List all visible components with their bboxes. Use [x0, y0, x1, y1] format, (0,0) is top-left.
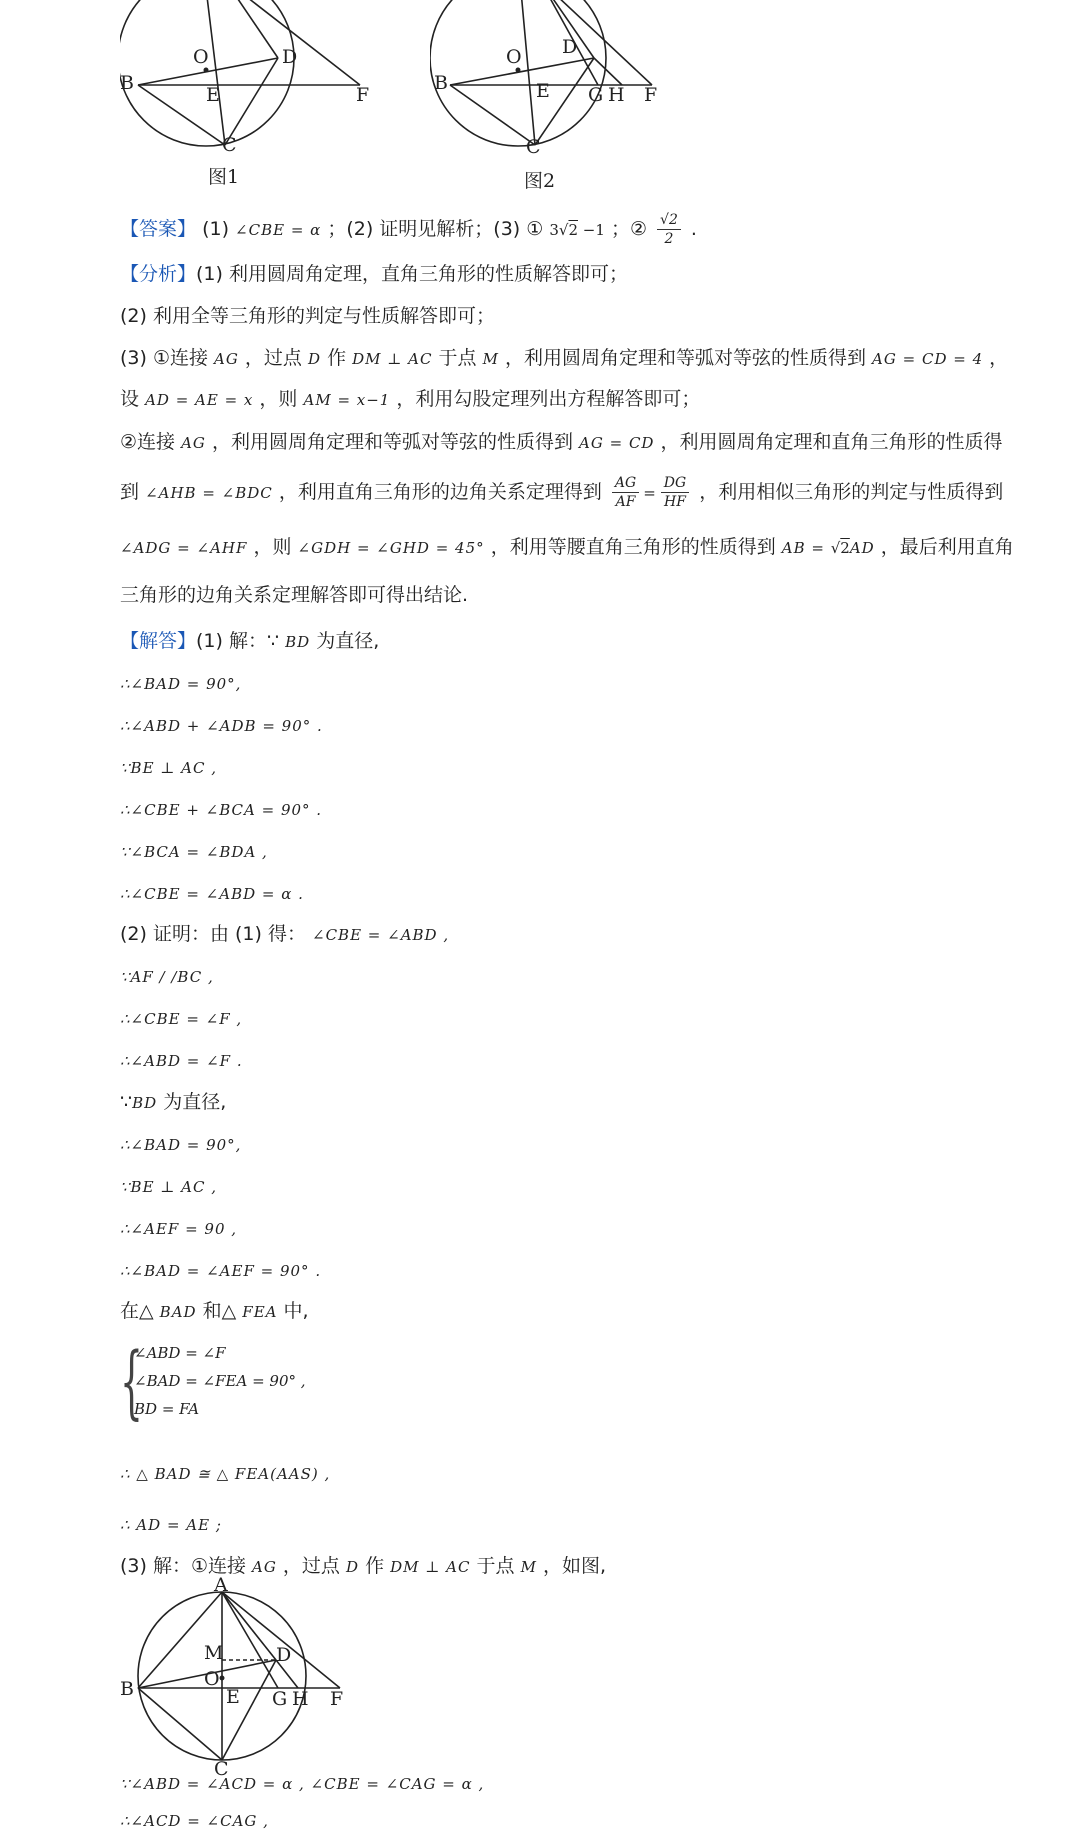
analysis-l3f: DM ⊥ AC: [352, 350, 433, 368]
analysis-frac1-num: AG: [612, 474, 639, 493]
analysis-l3h: M: [482, 350, 499, 368]
solution-s16: ∴∠BAD = ∠AEF = 90° .: [120, 1262, 322, 1280]
solution-line-12: [120, 1089, 226, 1116]
solution-line-18: [120, 1460, 330, 1487]
fig3-label-O: O: [204, 1668, 220, 1690]
fig1-label-F: F: [356, 84, 370, 106]
analysis-frac2-den: HF: [664, 494, 686, 510]
figure-2: [430, 0, 680, 190]
analysis-l7g: AD: [849, 539, 875, 557]
fig1-label-O: O: [193, 46, 209, 68]
solution-s20c: ，过点: [282, 1555, 340, 1577]
solution-line-8: [120, 921, 449, 948]
analysis-frac-eq: =: [643, 484, 657, 502]
fig2-label-H: H: [608, 84, 625, 106]
solution-s17b: BAD: [159, 1303, 197, 1321]
fig2-label-F: F: [644, 84, 658, 106]
analysis-l7d: ，利用等腰直角三角形的性质得到: [490, 536, 776, 558]
solution-s13: ∴∠BAD = 90°,: [120, 1136, 242, 1154]
solution-s20a: (3) 解：①连接: [120, 1555, 246, 1577]
analysis-frac1-den: AF: [615, 494, 636, 510]
answer-tag: 【答案】: [120, 218, 197, 240]
analysis-l3d: D: [307, 350, 322, 368]
solution-line-13: [120, 1131, 241, 1158]
figure-3: [118, 1574, 358, 1780]
analysis-l3e: 作: [327, 347, 347, 369]
solution-s21: ∵∠ABD = ∠ACD = α , ∠CBE = ∠CAG = α ,: [120, 1775, 485, 1793]
analysis-l6a: 到: [120, 481, 140, 503]
analysis-l8: 三角形的边角关系定理解答即可得出结论.: [120, 584, 469, 606]
answer-fraction-den: 2: [664, 231, 674, 247]
solution-s12a: ∵: [120, 1091, 133, 1113]
answer-line: [120, 211, 697, 248]
solution-s1b: BD: [285, 633, 311, 651]
answer-part3-value: 3√2 −1: [549, 221, 605, 239]
analysis-l6b: ∠AHB = ∠BDC: [145, 484, 273, 502]
answer-fraction-num: √2: [657, 211, 681, 230]
system-line-1: ∠ABD = ∠F: [134, 1344, 226, 1362]
solution-s17a: 在△: [120, 1300, 154, 1322]
solution-s7: ∴∠CBE = ∠ABD = α .: [120, 885, 304, 903]
analysis-l7b: ，则: [253, 536, 292, 558]
analysis-l4e: ，利用勾股定理列出方程解答即可；: [396, 388, 701, 410]
solution-line-2: [120, 670, 241, 697]
answer-part2: ；(2) 证明见解析；(3) ①: [327, 218, 544, 240]
analysis-l7f: 2: [840, 539, 850, 557]
solution-s17c: 和△: [202, 1300, 237, 1322]
fig1-label-C: C: [222, 134, 237, 156]
system-line-2: ∠BAD = ∠FEA = 90° ,: [134, 1372, 306, 1390]
fig2-label-B: B: [434, 72, 448, 94]
solution-s1c: 为直径,: [316, 630, 380, 652]
solution-s17e: 中,: [283, 1300, 309, 1322]
analysis-line-1: [120, 261, 628, 287]
analysis-l3i: ，利用圆周角定理和等弧对等弦的性质得到: [504, 347, 866, 369]
analysis-line-7: [120, 534, 1014, 561]
analysis-text-1: (1) 利用圆周角定理，直角三角形的性质解答即可；: [196, 263, 628, 285]
solution-line-17: [120, 1298, 309, 1325]
solution-line-16: [120, 1257, 321, 1284]
fig3-label-C: C: [214, 1758, 229, 1780]
solution-s20e: 作: [365, 1555, 385, 1577]
analysis-l6d: ，利用相似三角形的判定与性质得到: [699, 481, 1004, 503]
analysis-frac2-num: DG: [661, 474, 689, 493]
fig3-label-D: D: [276, 1644, 292, 1666]
solution-s20f: DM ⊥ AC: [390, 1558, 471, 1576]
analysis-l3k: ，: [989, 347, 1009, 369]
solution-s18: ∴ △ BAD ≅ △ FEA(AAS) ,: [120, 1465, 331, 1483]
solution-s20i: ，如图,: [542, 1555, 607, 1577]
analysis-l7h: ，最后利用直角: [880, 536, 1014, 558]
solution-line-10: [120, 1005, 242, 1032]
analysis-l5e: ，利用圆周角定理和直角三角形的性质得: [660, 431, 1003, 453]
analysis-l3g: 于点: [438, 347, 477, 369]
analysis-l7c: ∠GDH = ∠GHD = 45°: [297, 539, 485, 557]
fig1-label-E: E: [206, 84, 220, 106]
solution-line-19: [120, 1511, 222, 1538]
solution-s15: ∴∠AEF = 90 ,: [120, 1220, 238, 1238]
figure-1: [120, 0, 380, 190]
fig2-caption: 图2: [524, 170, 556, 192]
solution-s14: ∵BE ⊥ AC ,: [120, 1178, 218, 1196]
solution-line-11: [120, 1047, 243, 1074]
analysis-l3c: ，过点: [244, 347, 302, 369]
solution-s2: ∴∠BAD = 90°,: [120, 675, 242, 693]
analysis-frac-ag-af: [612, 474, 639, 511]
solution-s20g: 于点: [476, 1555, 515, 1577]
solution-line-9: [120, 963, 214, 990]
solution-s20b: AG: [252, 1558, 277, 1576]
analysis-l4d: AM = x−1: [303, 391, 391, 409]
solution-s5: ∴∠CBE + ∠BCA = 90° .: [120, 801, 323, 819]
analysis-frac-dg-hf: [661, 474, 689, 511]
analysis-text-2: (2) 利用全等三角形的判定与性质解答即可；: [120, 305, 495, 327]
solution-s20h: M: [520, 1558, 537, 1576]
solution-line-7: [120, 880, 304, 907]
solution-line-20: [120, 1553, 606, 1580]
solution-s20d: D: [345, 1558, 360, 1576]
analysis-line-3: [120, 345, 1008, 372]
solution-s17d: FEA: [242, 1303, 278, 1321]
fig2-label-D: D: [562, 36, 578, 58]
solution-line-1: [120, 628, 379, 655]
analysis-tag: 【分析】: [120, 263, 197, 285]
solution-s10: ∴∠CBE = ∠F ,: [120, 1010, 243, 1028]
solution-line-14: [120, 1173, 217, 1200]
solution-s3: ∴∠ABD + ∠ADB = 90° .: [120, 717, 323, 735]
analysis-l4a: 设: [120, 388, 140, 410]
fig3-label-M: M: [204, 1642, 224, 1664]
fig3-label-F: F: [330, 1688, 344, 1710]
fig3-label-E: E: [226, 1686, 240, 1708]
analysis-l4c: ，则: [259, 388, 298, 410]
solution-s11: ∴∠ABD = ∠F .: [120, 1052, 243, 1070]
fig1-label-B: B: [120, 72, 134, 94]
fig2-label-C: C: [526, 136, 541, 158]
analysis-l5c: ，利用圆周角定理和等弧对等弦的性质得到: [211, 431, 573, 453]
answer-fraction: [657, 211, 681, 248]
figure-3-diagram: [118, 1590, 358, 1770]
fig2-label-O: O: [506, 46, 522, 68]
solution-s8a: (2) 证明：由 (1) 得：: [120, 923, 306, 945]
figure-2-diagram: [430, 0, 680, 190]
analysis-l5a: ②连接: [120, 431, 176, 453]
fig2-label-E: E: [536, 80, 550, 102]
analysis-l4b: AD = AE = x: [145, 391, 254, 409]
fig3-label-B: B: [120, 1678, 134, 1700]
solution-line-6: [120, 838, 268, 865]
analysis-line-8: [120, 582, 468, 608]
solution-s19: ∴ AD = AE ;: [120, 1516, 222, 1534]
analysis-l5d: AG = CD: [579, 434, 655, 452]
solution-line-22: [120, 1807, 269, 1834]
fig3-label-G: G: [272, 1688, 288, 1710]
solution-line-15: [120, 1215, 237, 1242]
analysis-l7a: ∠ADG = ∠AHF: [120, 539, 248, 557]
solution-tag: 【解答】: [120, 630, 197, 652]
solution-s6: ∵∠BCA = ∠BDA ,: [120, 843, 268, 861]
analysis-line-2: [120, 303, 495, 329]
answer-part3-coef: 3: [549, 221, 559, 239]
solution-line-21: [120, 1770, 484, 1797]
analysis-line-5: [120, 429, 1003, 456]
answer-part3-radicand: 2: [568, 221, 578, 239]
fig3-label-H: H: [292, 1688, 309, 1710]
answer-part3-sep: ；②: [610, 218, 647, 240]
analysis-l3b: AG: [214, 350, 239, 368]
answer-part1: (1): [202, 218, 229, 240]
answer-part3-minus: −1: [578, 221, 605, 239]
fig2-label-G: G: [588, 84, 604, 106]
analysis-line-6: [120, 470, 1003, 515]
answer-end: .: [690, 218, 697, 240]
solution-s8b: ∠CBE = ∠ABD ,: [312, 926, 450, 944]
solution-s22: ∴∠ACD = ∠CAG ,: [120, 1812, 269, 1830]
analysis-line-4: [120, 386, 700, 413]
analysis-l3a: (3) ①连接: [120, 347, 208, 369]
solution-s12c: 为直径,: [163, 1091, 227, 1113]
analysis-l6c: ，利用直角三角形的边角关系定理得到: [278, 481, 602, 503]
analysis-l5b: AG: [181, 434, 206, 452]
congruence-system: [120, 1335, 420, 1432]
fig3-label-A: A: [214, 1574, 228, 1596]
solution-s1a: (1) 解：∵: [196, 630, 280, 652]
fig1-caption: 图1: [208, 166, 240, 188]
solution-s9: ∵AF / /BC ,: [120, 968, 214, 986]
solution-s12b: BD: [132, 1094, 158, 1112]
brace-icon: {: [120, 1335, 143, 1428]
solution-s4: ∵BE ⊥ AC ,: [120, 759, 218, 777]
solution-line-5: [120, 796, 322, 823]
analysis-l7e: AB =: [781, 539, 831, 557]
analysis-sqrt2: √2: [830, 539, 850, 557]
solution-line-4: [120, 754, 217, 781]
fig1-label-D: D: [282, 46, 298, 68]
analysis-l3j: AG = CD = 4: [872, 350, 984, 368]
solution-line-3: [120, 712, 323, 739]
figure-1-diagram: [120, 0, 380, 190]
answer-part1-expr: ∠CBE = α: [235, 221, 322, 239]
system-line-3: BD = FA: [134, 1400, 200, 1418]
